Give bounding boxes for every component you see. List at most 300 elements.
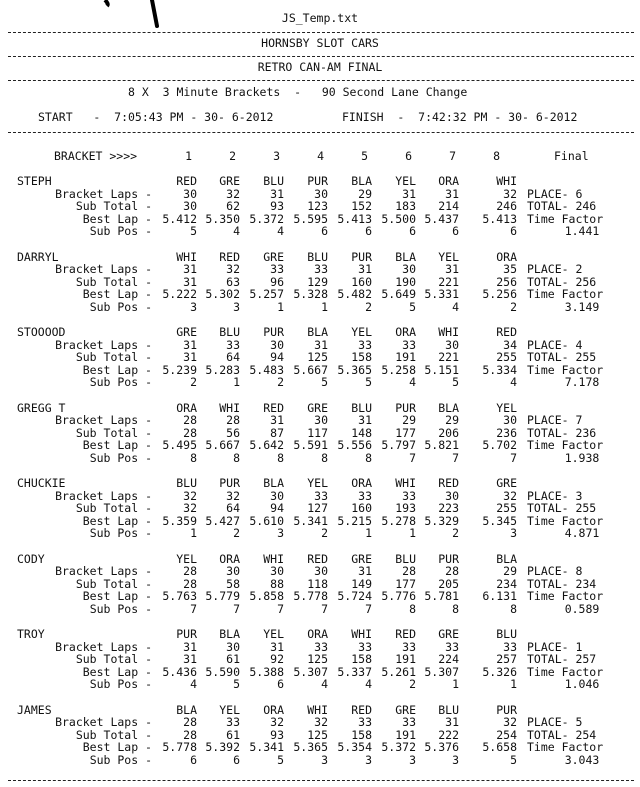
- cell-value: 31: [358, 564, 372, 578]
- cell-value: 5.495: [162, 438, 197, 452]
- lane-color: ORA: [263, 702, 284, 717]
- cell-value: 31: [445, 186, 459, 201]
- cell-value: 33: [226, 337, 240, 352]
- cell-value: 31: [183, 350, 197, 364]
- driver-name: DARRYL: [17, 249, 59, 264]
- lane-color: WHI: [395, 476, 416, 490]
- cell-value: 28: [183, 425, 197, 440]
- row-label: Sub Total -: [75, 199, 152, 213]
- cell-value: 35: [503, 262, 517, 276]
- final-tf-label: Time Factor: [527, 211, 604, 226]
- final-total: TOTAL- 234: [527, 576, 597, 591]
- cell-value: 5.781: [424, 589, 459, 603]
- cell-value: 8: [233, 450, 240, 465]
- cell-value: 5.483: [249, 362, 284, 377]
- lane-color: ORA: [307, 627, 328, 641]
- cell-value: 191: [395, 727, 416, 742]
- cell-value: 1: [409, 526, 416, 540]
- final-time-factor: 3.149: [564, 299, 600, 314]
- cell-value: 4: [365, 677, 372, 691]
- lane-color: ORA: [496, 249, 517, 264]
- row-label: Sub Total -: [75, 425, 152, 440]
- cell-value: 32: [503, 488, 517, 503]
- cell-value: 5.307: [293, 664, 328, 679]
- cell-value: 5.341: [293, 513, 328, 528]
- row-label: Best Lap -: [82, 589, 152, 603]
- cell-value: 4: [321, 677, 328, 691]
- cell-value: 33: [358, 488, 372, 503]
- cell-value: 5.222: [162, 287, 197, 301]
- final-tf-label: Time Factor: [527, 513, 604, 528]
- row-label: Sub Pos -: [89, 299, 152, 314]
- cell-value: 236: [496, 425, 517, 440]
- cell-value: 94: [270, 350, 284, 364]
- row-label: Sub Pos -: [89, 601, 152, 616]
- cell-value: 256: [496, 274, 517, 289]
- cell-value: 33: [314, 639, 328, 654]
- cell-value: 5.702: [482, 438, 517, 452]
- cell-value: 5.412: [162, 211, 197, 226]
- cell-value: 5.482: [337, 287, 372, 301]
- lane-color: YEL: [307, 476, 328, 490]
- cell-value: 5.667: [205, 438, 240, 452]
- cell-value: 160: [351, 274, 372, 289]
- cell-value: 30: [445, 337, 459, 352]
- cell-value: 255: [496, 501, 517, 515]
- row-label: Bracket Laps -: [55, 186, 152, 201]
- cell-value: 183: [395, 199, 416, 213]
- final-total: TOTAL- 236: [527, 425, 597, 440]
- cell-value: 8: [365, 450, 372, 465]
- cell-value: 5.337: [337, 664, 372, 679]
- row-label: Sub Pos -: [89, 526, 152, 540]
- final-total: TOTAL- 255: [527, 350, 597, 364]
- cell-value: 31: [183, 262, 197, 276]
- row-label: Bracket Laps -: [55, 639, 152, 654]
- divider: [8, 80, 634, 81]
- cell-value: 246: [496, 199, 517, 213]
- cell-value: 5.350: [205, 211, 240, 226]
- lane-color: PUR: [438, 551, 459, 566]
- row-label: Bracket Laps -: [55, 337, 152, 352]
- cell-value: 3: [321, 752, 328, 767]
- cell-value: 5.437: [424, 211, 459, 226]
- lane-color: BLU: [395, 551, 416, 566]
- lane-color: YEL: [219, 702, 240, 717]
- cell-value: 32: [226, 262, 240, 276]
- cell-value: 96: [270, 274, 284, 289]
- final-time-factor: 1.441: [564, 224, 600, 238]
- cell-value: 28: [445, 564, 459, 578]
- lane-color: ORA: [395, 325, 416, 339]
- lane-color: ORA: [219, 551, 240, 566]
- cell-value: 255: [496, 350, 517, 364]
- divider: [8, 32, 634, 33]
- cell-value: 5.556: [337, 438, 372, 452]
- final-label: Final: [554, 149, 589, 163]
- bracket-number: 3: [273, 149, 280, 163]
- cell-value: 8: [277, 450, 284, 465]
- lane-color: PUR: [351, 249, 372, 264]
- cell-value: 31: [358, 413, 372, 427]
- driver-name: CODY: [17, 551, 45, 566]
- final-total: TOTAL- 254: [527, 727, 597, 742]
- cell-value: 33: [445, 639, 459, 654]
- cell-value: 92: [270, 652, 284, 666]
- cell-value: 158: [351, 652, 372, 666]
- bracket-number: 6: [405, 149, 412, 163]
- cell-value: 28: [183, 727, 197, 742]
- cell-value: 3: [233, 299, 240, 314]
- cell-value: 5.436: [162, 664, 197, 679]
- cell-value: 6: [409, 224, 416, 238]
- cell-value: 224: [438, 652, 459, 666]
- cell-value: 5.151: [424, 362, 459, 377]
- cell-value: 3: [409, 752, 416, 767]
- cell-value: 6: [365, 224, 372, 238]
- cell-value: 6: [233, 752, 240, 767]
- cell-value: 5.328: [293, 287, 328, 301]
- cell-value: 3: [365, 752, 372, 767]
- lane-color: BLU: [219, 325, 240, 339]
- cell-value: 5.642: [249, 438, 284, 452]
- cell-value: 6: [190, 752, 197, 767]
- cell-value: 5.649: [381, 287, 416, 301]
- row-label: Sub Pos -: [89, 375, 152, 389]
- cell-value: 234: [496, 576, 517, 591]
- cell-value: 33: [402, 488, 416, 503]
- cell-value: 61: [226, 727, 240, 742]
- cell-value: 5: [409, 299, 416, 314]
- cell-value: 8: [510, 601, 517, 616]
- row-label: Best Lap -: [82, 513, 152, 528]
- cell-value: 31: [270, 639, 284, 654]
- row-label: Bracket Laps -: [55, 413, 152, 427]
- cell-value: 33: [402, 639, 416, 654]
- lane-color: WHI: [263, 551, 284, 566]
- cell-value: 93: [270, 727, 284, 742]
- cell-value: 30: [270, 488, 284, 503]
- cell-value: 33: [358, 639, 372, 654]
- driver-name: JAMES: [17, 702, 52, 717]
- lane-color: RED: [438, 476, 459, 490]
- cell-value: 5: [190, 224, 197, 238]
- cell-value: 88: [270, 576, 284, 591]
- cell-value: 7: [277, 601, 284, 616]
- cell-value: 3: [510, 526, 517, 540]
- cell-value: 160: [351, 501, 372, 515]
- row-label: Bracket Laps -: [55, 715, 152, 729]
- row-label: Best Lap -: [82, 211, 152, 226]
- row-label: Best Lap -: [82, 664, 152, 679]
- row-label: Sub Total -: [75, 350, 152, 364]
- cell-value: 5.500: [381, 211, 416, 226]
- cell-value: 6: [452, 224, 459, 238]
- cell-value: 1: [233, 375, 240, 389]
- cell-value: 205: [438, 576, 459, 591]
- cell-value: 5.359: [162, 513, 197, 528]
- cell-value: 5.345: [482, 513, 517, 528]
- cell-value: 5.763: [162, 589, 197, 603]
- cell-value: 4: [233, 224, 240, 238]
- cell-value: 125: [307, 727, 328, 742]
- cell-value: 5.278: [381, 513, 416, 528]
- cell-value: 1: [321, 299, 328, 314]
- lane-color: PUR: [307, 174, 328, 188]
- cell-value: 6: [510, 224, 517, 238]
- cell-value: 214: [438, 199, 459, 213]
- cell-value: 5.658: [482, 740, 517, 754]
- cell-value: 149: [351, 576, 372, 591]
- final-tf-label: Time Factor: [527, 589, 604, 603]
- cell-value: 3: [277, 526, 284, 540]
- finish-time: FINISH - 7:42:32 PM - 30- 6-2012: [342, 110, 578, 124]
- cell-value: 28: [183, 564, 197, 578]
- cell-value: 30: [183, 186, 197, 201]
- cell-value: 254: [496, 727, 517, 742]
- row-label: Bracket Laps -: [55, 262, 152, 276]
- cell-value: 5.667: [293, 362, 328, 377]
- cell-value: 31: [183, 652, 197, 666]
- cell-value: 30: [226, 564, 240, 578]
- cell-value: 5.591: [293, 438, 328, 452]
- final-total: TOTAL- 257: [527, 652, 597, 666]
- cell-value: 177: [395, 425, 416, 440]
- cell-value: 5.372: [249, 211, 284, 226]
- lane-color: BLU: [438, 702, 459, 717]
- final-tf-label: Time Factor: [527, 362, 604, 377]
- row-label: Sub Total -: [75, 652, 152, 666]
- cell-value: 32: [503, 715, 517, 729]
- cell-value: 7: [510, 450, 517, 465]
- cell-value: 32: [314, 715, 328, 729]
- bracket-number: 8: [493, 149, 500, 163]
- cell-value: 3: [190, 299, 197, 314]
- lane-color: YEL: [496, 400, 517, 415]
- cell-value: 5: [365, 375, 372, 389]
- result-row-subpos: [0, 678, 640, 691]
- driver-name: TROY: [17, 627, 45, 641]
- cell-value: 30: [314, 186, 328, 201]
- cell-value: 5.610: [249, 513, 284, 528]
- lane-color: PUR: [395, 400, 416, 415]
- cell-value: 28: [402, 564, 416, 578]
- cell-value: 31: [402, 186, 416, 201]
- cell-value: 33: [314, 488, 328, 503]
- cell-value: 31: [445, 715, 459, 729]
- cell-value: 152: [351, 199, 372, 213]
- cell-value: 193: [395, 501, 416, 515]
- cell-value: 31: [270, 413, 284, 427]
- lane-color: BLA: [395, 249, 416, 264]
- race-format: 8 X 3 Minute Brackets - 90 Second Lane Change: [128, 85, 468, 99]
- cell-value: 28: [183, 576, 197, 591]
- lane-color: GRE: [438, 627, 459, 641]
- divider: [8, 56, 634, 57]
- cell-value: 30: [183, 199, 197, 213]
- cell-value: 34: [503, 337, 517, 352]
- cell-value: 33: [503, 639, 517, 654]
- cell-value: 5.821: [424, 438, 459, 452]
- cell-value: 1: [190, 526, 197, 540]
- cell-value: 8: [409, 601, 416, 616]
- result-row-subpos: [0, 754, 640, 767]
- final-tf-label: Time Factor: [527, 740, 604, 754]
- cell-value: 1: [365, 526, 372, 540]
- cell-value: 5.215: [337, 513, 372, 528]
- lane-color: PUR: [263, 325, 284, 339]
- lane-color: RED: [176, 174, 197, 188]
- cell-value: 3: [452, 752, 459, 767]
- driver-name: GREGG T: [17, 400, 66, 415]
- cell-value: 7: [190, 601, 197, 616]
- cell-value: 31: [270, 186, 284, 201]
- cell-value: 5: [277, 752, 284, 767]
- cell-value: 32: [226, 186, 240, 201]
- cell-value: 5.302: [205, 287, 240, 301]
- final-place: PLACE- 7: [527, 413, 583, 427]
- lane-color: GRE: [307, 400, 328, 415]
- cell-value: 5.595: [293, 211, 328, 226]
- cell-value: 5.326: [482, 664, 517, 679]
- cell-value: 123: [307, 199, 328, 213]
- cell-value: 6: [321, 224, 328, 238]
- cell-value: 30: [402, 262, 416, 276]
- cell-value: 4: [510, 375, 517, 389]
- cell-value: 5.341: [249, 740, 284, 754]
- club-name: HORNSBY SLOT CARS: [261, 36, 379, 50]
- cell-value: 94: [270, 501, 284, 515]
- cell-value: 223: [438, 501, 459, 515]
- cell-value: 6: [277, 677, 284, 691]
- lane-color: BLA: [263, 476, 284, 490]
- bracket-header-row: [0, 150, 640, 163]
- cell-value: 6.131: [482, 589, 517, 603]
- cell-value: 4: [190, 677, 197, 691]
- cell-value: 5.329: [424, 513, 459, 528]
- driver-name: STEPH: [17, 174, 52, 188]
- cell-value: 191: [395, 652, 416, 666]
- cell-value: 206: [438, 425, 459, 440]
- cell-value: 56: [226, 425, 240, 440]
- final-tf-label: Time Factor: [527, 287, 604, 301]
- cell-value: 190: [395, 274, 416, 289]
- cell-value: 148: [351, 425, 372, 440]
- cell-value: 221: [438, 350, 459, 364]
- cell-value: 29: [445, 413, 459, 427]
- cell-value: 32: [183, 488, 197, 503]
- cell-value: 5: [233, 677, 240, 691]
- cell-value: 7: [365, 601, 372, 616]
- divider: [8, 132, 634, 133]
- row-label: Sub Pos -: [89, 450, 152, 465]
- bracket-number: 4: [317, 149, 324, 163]
- lane-color: RED: [263, 400, 284, 415]
- cell-value: 30: [503, 413, 517, 427]
- cell-value: 5.365: [293, 740, 328, 754]
- lane-color: GRE: [351, 551, 372, 566]
- cell-value: 30: [270, 564, 284, 578]
- cell-value: 33: [358, 337, 372, 352]
- cell-value: 33: [270, 262, 284, 276]
- cell-value: 158: [351, 350, 372, 364]
- cell-value: 125: [307, 350, 328, 364]
- final-time-factor: 7.178: [564, 375, 600, 389]
- cell-value: 7: [409, 450, 416, 465]
- start-time: START - 7:05:43 PM - 30- 6-2012: [38, 110, 274, 124]
- lane-color: WHI: [307, 702, 328, 717]
- cell-value: 63: [226, 274, 240, 289]
- cell-value: 117: [307, 425, 328, 440]
- cell-value: 5.334: [482, 362, 517, 377]
- lane-color: WHI: [438, 325, 459, 339]
- row-label: Sub Pos -: [89, 752, 152, 767]
- final-tf-label: Time Factor: [527, 664, 604, 679]
- cell-value: 28: [183, 715, 197, 729]
- cell-value: 257: [496, 652, 517, 666]
- cell-value: 5.590: [205, 664, 240, 679]
- lane-color: WHI: [351, 627, 372, 641]
- lane-color: BLU: [351, 400, 372, 415]
- cell-value: 2: [277, 375, 284, 389]
- final-time-factor: 1.046: [564, 677, 600, 691]
- cell-value: 5.256: [482, 287, 517, 301]
- cell-value: 5.388: [249, 664, 284, 679]
- final-place: PLACE- 5: [527, 715, 583, 729]
- driver-name: CHUCKIE: [17, 476, 66, 490]
- cell-value: 5.413: [482, 211, 517, 226]
- cell-value: 29: [402, 413, 416, 427]
- cell-value: 58: [226, 576, 240, 591]
- cell-value: 33: [226, 715, 240, 729]
- final-total: TOTAL- 256: [527, 274, 597, 289]
- cell-value: 1: [510, 677, 517, 691]
- final-place: PLACE- 1: [527, 639, 583, 654]
- cell-value: 32: [183, 501, 197, 515]
- cell-value: 31: [358, 262, 372, 276]
- cell-value: 31: [314, 337, 328, 352]
- cell-value: 5.372: [381, 740, 416, 754]
- cell-value: 129: [307, 274, 328, 289]
- bracket-number: 5: [361, 149, 368, 163]
- cell-value: 2: [233, 526, 240, 540]
- cell-value: 33: [402, 715, 416, 729]
- cell-value: 33: [402, 337, 416, 352]
- lane-color: RED: [395, 627, 416, 641]
- lane-color: WHI: [496, 174, 517, 188]
- final-place: PLACE- 4: [527, 337, 583, 352]
- bracket-number: 7: [449, 149, 456, 163]
- cell-value: 31: [183, 274, 197, 289]
- cell-value: 30: [226, 639, 240, 654]
- cell-value: 1: [277, 299, 284, 314]
- cell-value: 30: [314, 413, 328, 427]
- row-label: Sub Total -: [75, 576, 152, 591]
- cell-value: 33: [358, 715, 372, 729]
- cell-value: 4: [277, 224, 284, 238]
- result-row-subpos: [0, 376, 640, 389]
- cell-value: 32: [226, 488, 240, 503]
- lane-color: YEL: [351, 325, 372, 339]
- final-time-factor: 4.871: [564, 526, 600, 540]
- cell-value: 29: [503, 564, 517, 578]
- cell-value: 127: [307, 501, 328, 515]
- result-row-subpos: [0, 527, 640, 540]
- cell-value: 221: [438, 274, 459, 289]
- cell-value: 5.413: [337, 211, 372, 226]
- bracket-number: 1: [185, 149, 192, 163]
- cell-value: 64: [226, 350, 240, 364]
